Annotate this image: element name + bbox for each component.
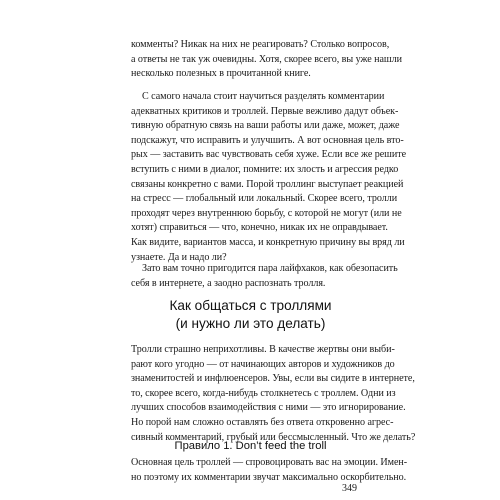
text-line: но поэтому их комментарии звучат максимально оскорбительно. (131, 471, 407, 483)
text-line: лучших способов взаимодействия с ними — это игнорирование. (131, 402, 406, 414)
subheading-text: Правило 1. Don’t feed the troll (174, 440, 327, 452)
text-line: на стресс — глобальный или локальный. Скорее всего, тролли (131, 193, 398, 205)
text-line: себя в интернете, а заодно распознать тролля. (131, 277, 326, 289)
text-line: Зато вам точно пригодится пара лайфхаков, как обезопасить (142, 263, 398, 274)
text-line: сивный комментарий, грубый или бессмысленный. Что же делать? (131, 431, 416, 443)
text-line: связаны конкретно с вами. Порой троллинг выступает реакцией (131, 178, 404, 190)
text-line: адекватных критиков и троллей. Первые вежливо дадут объек- (131, 105, 399, 117)
text-line: несколько полезных в прочитанной книге. (131, 68, 311, 80)
text-line: вступить с ними в диалог, помните: их злость и агрессия редко (131, 164, 399, 175)
text-line: знаменитостей и инфлюенсеров. Увы, если вы сидите в интернете, (131, 373, 415, 385)
text-line: а ответы не так уж очевидны. Хотя, скорее всего, вы уже нашли (131, 53, 402, 65)
text-line: Но порой нам сложно оставлять без ответа откровенно агрес- (131, 417, 394, 428)
heading-line-2: (и нужно ли это делать) (175, 316, 326, 331)
text-line: то, скорее всего, когда-нибудь столкнетесь с троллем. Одни из (131, 387, 396, 399)
text-line: комменты? Никак на них не реагировать? Столько вопросов, (131, 39, 390, 50)
text-line: Тролли страшно неприхотливы. В качестве жертвы они выби- (131, 344, 395, 355)
heading-line-1: Как общаться с троллями (169, 298, 332, 313)
text-line: Как видите, вариантов масса, и конкретную причину вы вряд ли (131, 237, 405, 248)
text-line: рых — заставить вас чувствовать себя хуже. Если все же решите (131, 149, 407, 161)
text-line: проходят через внутреннюю борьбу, с которой не могут (или не (131, 207, 402, 219)
page-number: 349 (342, 483, 357, 494)
text-line: С самого начала стоит научиться разделять комментарии (142, 91, 385, 102)
text-line: узнаете. Да и надо ли? (131, 251, 227, 263)
text-line: Основная цель троллей — спровоцировать вас на эмоции. Имен- (131, 457, 408, 468)
text-line: тивную обратную связь на ваши работы или даже, может, даже (131, 120, 400, 132)
text-line: подскажут, что исправить и улучшить. А вот основная цель вто- (131, 134, 404, 146)
text-line: хотят) справиться — что, конечно, никак их не оправдывает. (131, 222, 388, 234)
text-line: рают кого угодно — от начинающих авторов и художников до (131, 358, 395, 370)
